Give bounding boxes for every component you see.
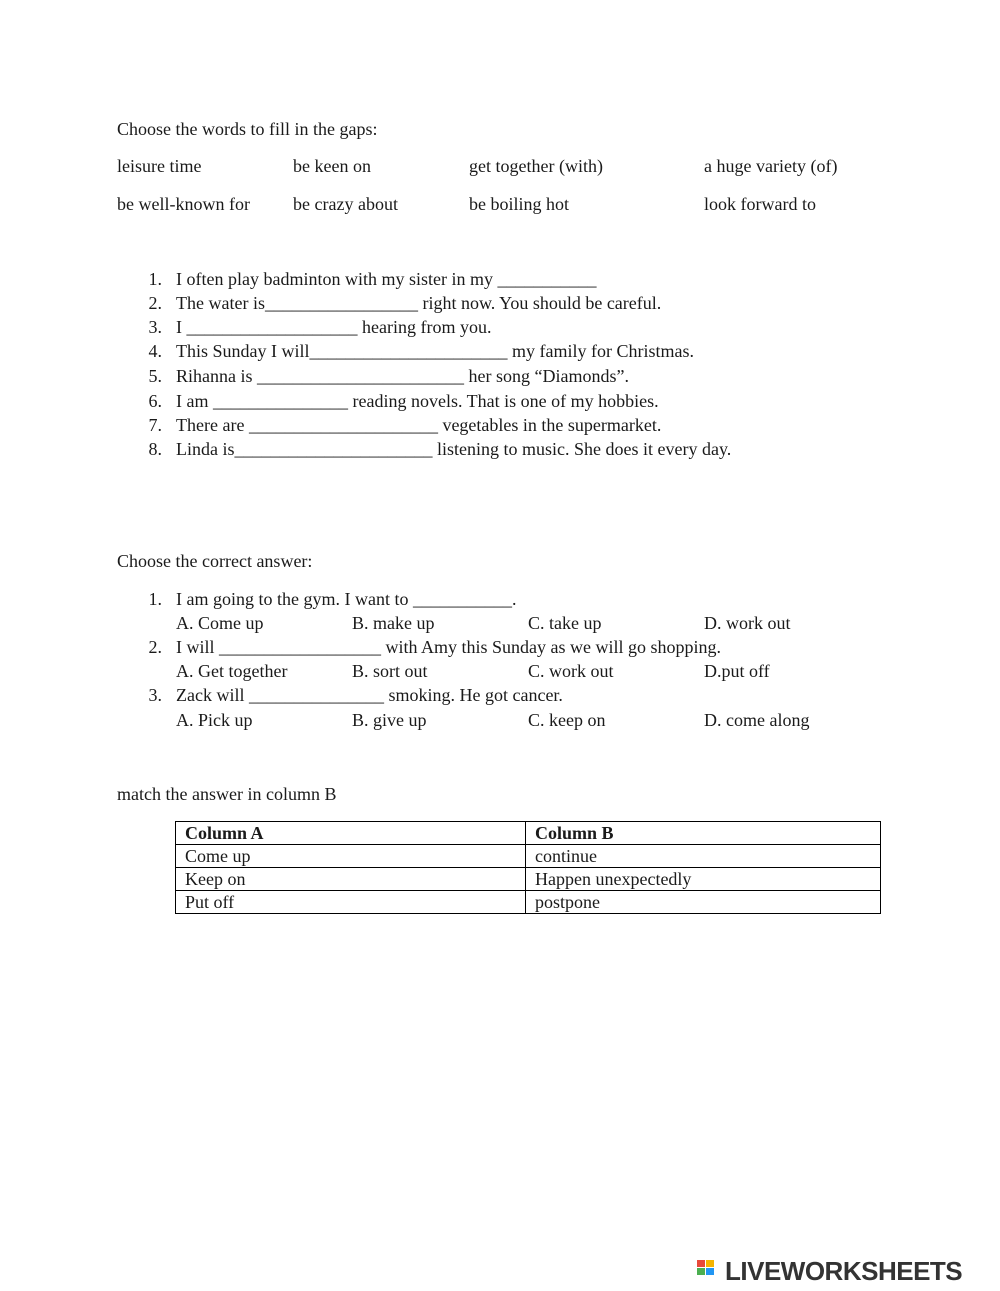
- table-cell: Come up: [176, 845, 526, 868]
- option: D. work out: [704, 613, 791, 633]
- question-number: 3.: [148, 685, 162, 705]
- logo-squares-icon: [697, 1260, 723, 1282]
- option: D.put off: [704, 661, 770, 681]
- fill-gaps-instruction: Choose the words to fill in the gaps:: [117, 119, 378, 139]
- item-number: 6.: [148, 391, 162, 411]
- table-cell: continue: [526, 845, 881, 868]
- match-table: [175, 821, 881, 914]
- item-sentence: There are _____________________ vegetables in the supermarket.: [176, 415, 662, 435]
- option: A. Come up: [176, 613, 264, 633]
- table-row: [176, 868, 881, 891]
- question-number: 2.: [148, 637, 162, 657]
- table-cell: Put off: [176, 891, 526, 914]
- question-text: Zack will _______________ smoking. He got cancer.: [176, 685, 563, 705]
- match-instruction: match the answer in column B: [117, 784, 337, 804]
- option: B. sort out: [352, 661, 428, 681]
- word-bank-item: look forward to: [704, 194, 816, 214]
- word-bank-item: leisure time: [117, 156, 202, 176]
- options-row: [176, 709, 876, 733]
- question-text: I will __________________ with Amy this Sunday as we will go shopping.: [176, 637, 722, 657]
- item-number: 4.: [148, 341, 162, 361]
- options-row: [176, 612, 876, 636]
- question-text: I am going to the gym. I want to ___________.: [176, 589, 517, 609]
- table-row: [176, 845, 881, 868]
- item-number: 5.: [148, 366, 162, 386]
- table-cell: postpone: [526, 891, 881, 914]
- table-cell: Happen unexpectedly: [526, 868, 881, 891]
- item-sentence: I ___________________ hearing from you.: [176, 317, 492, 337]
- option: A. Get together: [176, 661, 288, 681]
- item-sentence: I often play badminton with my sister in my ___________: [176, 269, 597, 289]
- item-sentence: The water is_________________ right now. You should be careful.: [176, 293, 662, 313]
- table-cell: Keep on: [176, 868, 526, 891]
- item-sentence: I am _______________ reading novels. That is one of my hobbies.: [176, 391, 659, 411]
- word-bank-item: be keen on: [293, 156, 371, 176]
- question-number: 1.: [148, 589, 162, 609]
- option: C. work out: [528, 661, 614, 681]
- item-sentence: This Sunday I will______________________ my family for Christmas.: [176, 341, 694, 361]
- logo-text: LIVEWORKSHEETS: [725, 1256, 963, 1286]
- table-row: [176, 891, 881, 914]
- option: C. keep on: [528, 710, 606, 730]
- item-number: 8.: [148, 439, 162, 459]
- word-bank-item: a huge variety (of): [704, 156, 838, 176]
- mcq-instruction: Choose the correct answer:: [117, 551, 313, 571]
- word-bank-item: be well-known for: [117, 194, 250, 214]
- option: A. Pick up: [176, 710, 253, 730]
- option: C. take up: [528, 613, 602, 633]
- word-bank-item: be crazy about: [293, 194, 398, 214]
- word-bank-item: get together (with): [469, 156, 603, 176]
- option: B. give up: [352, 710, 427, 730]
- word-bank-item: be boiling hot: [469, 194, 569, 214]
- column-b-header: Column B: [526, 822, 881, 845]
- options-row: [176, 660, 876, 684]
- item-number: 3.: [148, 317, 162, 337]
- item-number: 1.: [148, 269, 162, 289]
- item-number: 7.: [148, 415, 162, 435]
- table-header-row: [176, 822, 881, 845]
- item-sentence: Linda is______________________ listening to music. She does it every day.: [176, 439, 732, 459]
- column-a-header: Column A: [176, 822, 526, 845]
- item-sentence: Rihanna is _______________________ her song “Diamonds”.: [176, 366, 629, 386]
- option: B. make up: [352, 613, 435, 633]
- item-number: 2.: [148, 293, 162, 313]
- option: D. come along: [704, 710, 810, 730]
